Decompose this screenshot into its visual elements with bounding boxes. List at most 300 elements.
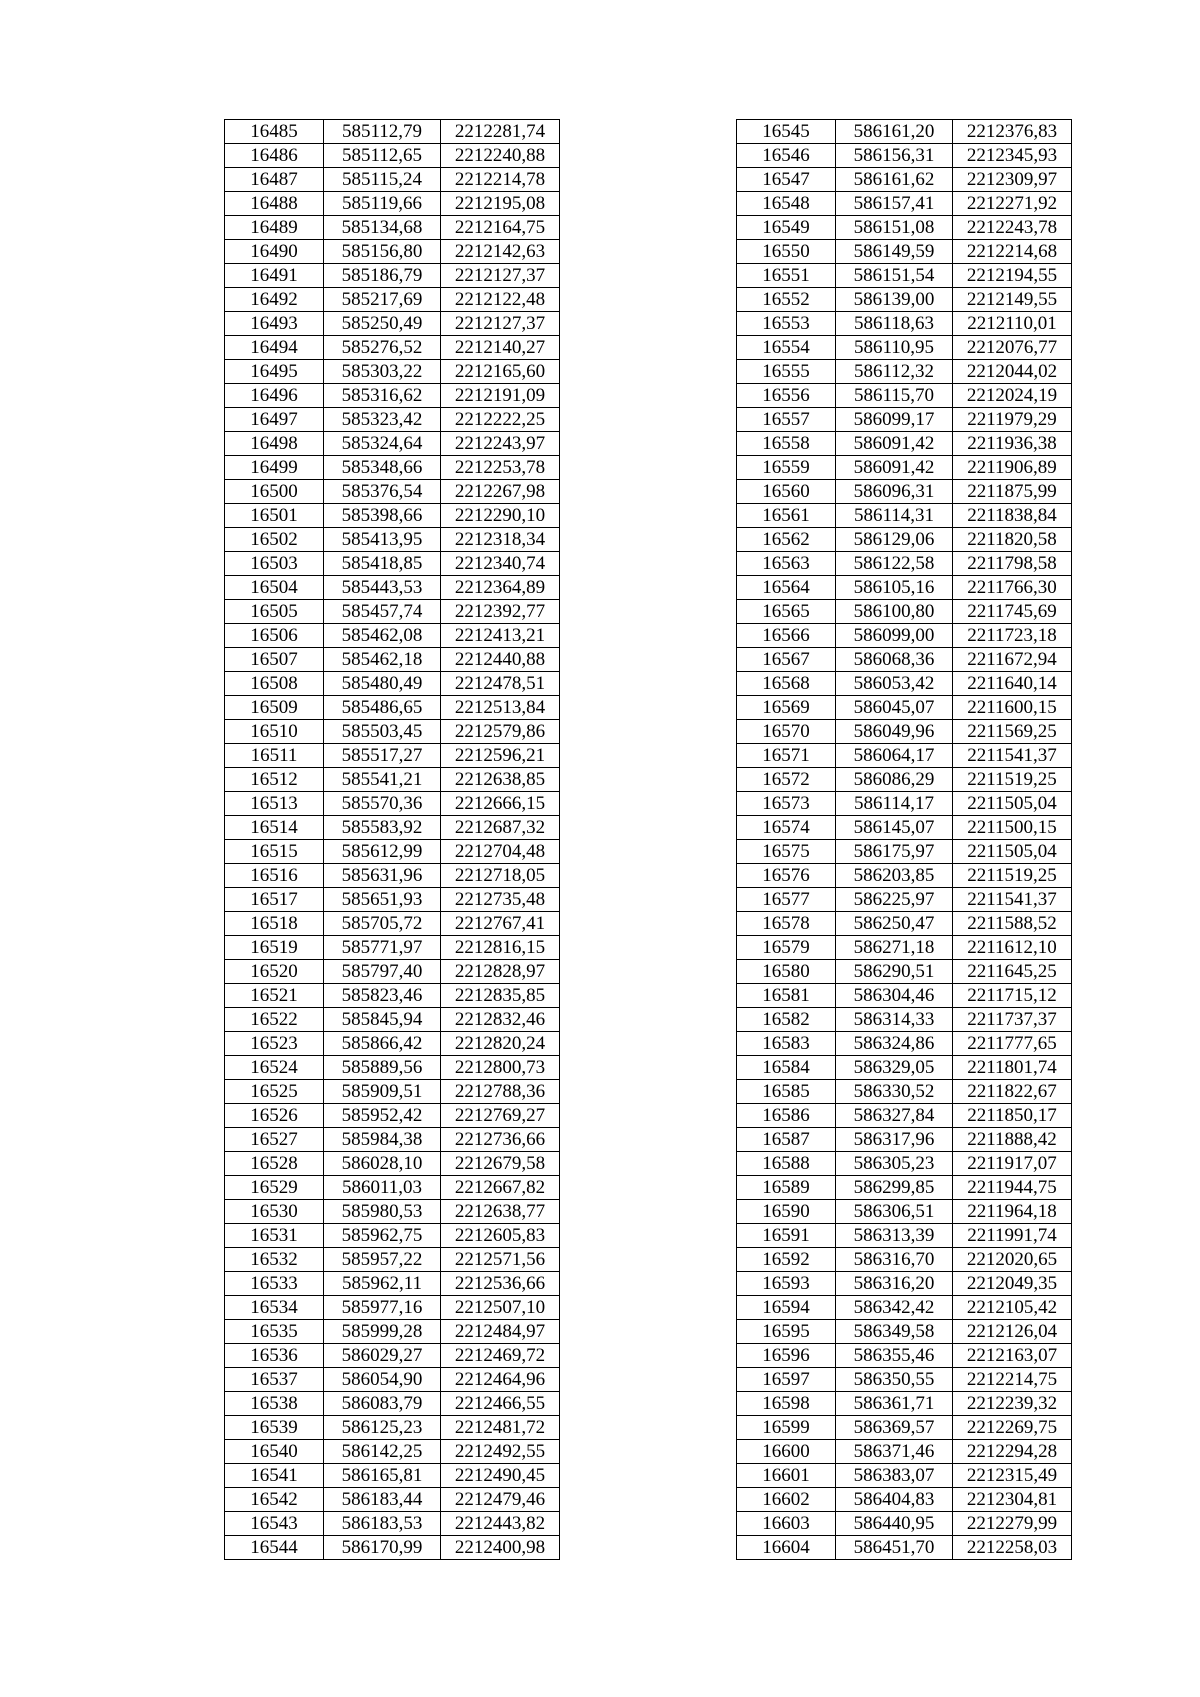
x-coordinate-cell: 585303,22: [324, 360, 441, 384]
point-number-cell: 16574: [737, 816, 836, 840]
table-row: [225, 552, 560, 576]
y-coordinate-cell: 2211944,75: [953, 1176, 1072, 1200]
table-row: [225, 624, 560, 648]
x-coordinate-cell: 586122,58: [836, 552, 953, 576]
point-number-cell: 16535: [225, 1320, 324, 1344]
y-coordinate-cell: 2212536,66: [441, 1272, 560, 1296]
table-row: [737, 432, 1072, 456]
y-coordinate-cell: 2212304,81: [953, 1488, 1072, 1512]
point-number-cell: 16511: [225, 744, 324, 768]
point-number-cell: 16588: [737, 1152, 836, 1176]
x-coordinate-cell: 586118,63: [836, 312, 953, 336]
y-coordinate-cell: 2212666,15: [441, 792, 560, 816]
table-row: [737, 192, 1072, 216]
table-row: [225, 432, 560, 456]
point-number-cell: 16493: [225, 312, 324, 336]
table-row: [737, 816, 1072, 840]
point-number-cell: 16529: [225, 1176, 324, 1200]
y-coordinate-cell: 2212788,36: [441, 1080, 560, 1104]
table-row: [225, 192, 560, 216]
table-row: [225, 600, 560, 624]
point-number-cell: 16579: [737, 936, 836, 960]
point-number-cell: 16517: [225, 888, 324, 912]
y-coordinate-cell: 2211850,17: [953, 1104, 1072, 1128]
point-number-cell: 16590: [737, 1200, 836, 1224]
x-coordinate-cell: 585909,51: [324, 1080, 441, 1104]
point-number-cell: 16550: [737, 240, 836, 264]
x-coordinate-cell: 585541,21: [324, 768, 441, 792]
y-coordinate-cell: 2212513,84: [441, 696, 560, 720]
table-row: [737, 1272, 1072, 1296]
y-coordinate-cell: 2211715,12: [953, 984, 1072, 1008]
y-coordinate-cell: 2212800,73: [441, 1056, 560, 1080]
point-number-cell: 16527: [225, 1128, 324, 1152]
point-number-cell: 16506: [225, 624, 324, 648]
table-row: [225, 384, 560, 408]
point-number-cell: 16532: [225, 1248, 324, 1272]
point-number-cell: 16554: [737, 336, 836, 360]
point-number-cell: 16540: [225, 1440, 324, 1464]
y-coordinate-cell: 2212579,86: [441, 720, 560, 744]
x-coordinate-cell: 586151,08: [836, 216, 953, 240]
x-coordinate-cell: 585112,79: [324, 120, 441, 144]
table-row: [225, 1224, 560, 1248]
table-row: [737, 1224, 1072, 1248]
y-coordinate-cell: 2211519,25: [953, 768, 1072, 792]
table-row: [737, 1392, 1072, 1416]
y-coordinate-cell: 2212243,78: [953, 216, 1072, 240]
y-coordinate-cell: 2211737,37: [953, 1008, 1072, 1032]
y-coordinate-cell: 2211822,67: [953, 1080, 1072, 1104]
y-coordinate-cell: 2211640,14: [953, 672, 1072, 696]
point-number-cell: 16602: [737, 1488, 836, 1512]
table-row: [737, 1464, 1072, 1488]
y-coordinate-cell: 2212049,35: [953, 1272, 1072, 1296]
point-number-cell: 16564: [737, 576, 836, 600]
table-row: [737, 1368, 1072, 1392]
x-coordinate-cell: 585771,97: [324, 936, 441, 960]
y-coordinate-cell: 2211612,10: [953, 936, 1072, 960]
y-coordinate-cell: 2212443,82: [441, 1512, 560, 1536]
y-coordinate-cell: 2212835,85: [441, 984, 560, 1008]
x-coordinate-cell: 585962,11: [324, 1272, 441, 1296]
point-number-cell: 16578: [737, 912, 836, 936]
point-number-cell: 16551: [737, 264, 836, 288]
table-row: [225, 1320, 560, 1344]
x-coordinate-cell: 585570,36: [324, 792, 441, 816]
x-coordinate-cell: 586100,80: [836, 600, 953, 624]
table-row: [225, 1368, 560, 1392]
point-number-cell: 16502: [225, 528, 324, 552]
point-number-cell: 16522: [225, 1008, 324, 1032]
y-coordinate-cell: 2211936,38: [953, 432, 1072, 456]
table-row: [225, 960, 560, 984]
table-row: [737, 648, 1072, 672]
y-coordinate-cell: 2212222,25: [441, 408, 560, 432]
table-row: [225, 840, 560, 864]
table-row: [225, 1128, 560, 1152]
point-number-cell: 16545: [737, 120, 836, 144]
x-coordinate-cell: 586099,17: [836, 408, 953, 432]
point-number-cell: 16552: [737, 288, 836, 312]
x-coordinate-cell: 585115,24: [324, 168, 441, 192]
point-number-cell: 16557: [737, 408, 836, 432]
point-number-cell: 16598: [737, 1392, 836, 1416]
point-number-cell: 16586: [737, 1104, 836, 1128]
y-coordinate-cell: 2211745,69: [953, 600, 1072, 624]
point-number-cell: 16504: [225, 576, 324, 600]
y-coordinate-cell: 2211906,89: [953, 456, 1072, 480]
x-coordinate-cell: 586125,23: [324, 1416, 441, 1440]
point-number-cell: 16539: [225, 1416, 324, 1440]
x-coordinate-cell: 586110,95: [836, 336, 953, 360]
table-row: [225, 1416, 560, 1440]
table-row: [225, 1032, 560, 1056]
x-coordinate-cell: 586091,42: [836, 456, 953, 480]
y-coordinate-cell: 2212364,89: [441, 576, 560, 600]
y-coordinate-cell: 2212258,03: [953, 1536, 1072, 1560]
table-row: [737, 1032, 1072, 1056]
point-number-cell: 16559: [737, 456, 836, 480]
table-row: [737, 912, 1072, 936]
table-row: [737, 1536, 1072, 1560]
point-number-cell: 16491: [225, 264, 324, 288]
point-number-cell: 16603: [737, 1512, 836, 1536]
table-row: [225, 480, 560, 504]
table-row: [737, 1488, 1072, 1512]
x-coordinate-cell: 586114,17: [836, 792, 953, 816]
y-coordinate-cell: 2212464,96: [441, 1368, 560, 1392]
x-coordinate-cell: 586161,20: [836, 120, 953, 144]
y-coordinate-cell: 2212076,77: [953, 336, 1072, 360]
x-coordinate-cell: 586313,39: [836, 1224, 953, 1248]
y-coordinate-cell: 2212126,04: [953, 1320, 1072, 1344]
point-number-cell: 16513: [225, 792, 324, 816]
point-number-cell: 16584: [737, 1056, 836, 1080]
table-row: [737, 792, 1072, 816]
y-coordinate-cell: 2212127,37: [441, 312, 560, 336]
table-row: [737, 600, 1072, 624]
table-row: [225, 936, 560, 960]
point-number-cell: 16593: [737, 1272, 836, 1296]
y-coordinate-cell: 2211723,18: [953, 624, 1072, 648]
point-number-cell: 16560: [737, 480, 836, 504]
table-row: [737, 168, 1072, 192]
table-row: [225, 120, 560, 144]
y-coordinate-cell: 2211979,29: [953, 408, 1072, 432]
table-row: [737, 336, 1072, 360]
x-coordinate-cell: 585486,65: [324, 696, 441, 720]
x-coordinate-cell: 585250,49: [324, 312, 441, 336]
point-number-cell: 16485: [225, 120, 324, 144]
table-body-left: [225, 120, 560, 1560]
x-coordinate-cell: 586029,27: [324, 1344, 441, 1368]
y-coordinate-cell: 2212214,78: [441, 168, 560, 192]
x-coordinate-cell: 586305,23: [836, 1152, 953, 1176]
point-number-cell: 16500: [225, 480, 324, 504]
table-row: [737, 408, 1072, 432]
table-row: [225, 456, 560, 480]
x-coordinate-cell: 586068,36: [836, 648, 953, 672]
point-number-cell: 16569: [737, 696, 836, 720]
point-number-cell: 16521: [225, 984, 324, 1008]
point-number-cell: 16496: [225, 384, 324, 408]
table-row: [225, 792, 560, 816]
point-number-cell: 16563: [737, 552, 836, 576]
x-coordinate-cell: 586329,05: [836, 1056, 953, 1080]
point-number-cell: 16548: [737, 192, 836, 216]
table-row: [737, 240, 1072, 264]
point-number-cell: 16596: [737, 1344, 836, 1368]
x-coordinate-cell: 586049,96: [836, 720, 953, 744]
y-coordinate-cell: 2211888,42: [953, 1128, 1072, 1152]
x-coordinate-cell: 586054,90: [324, 1368, 441, 1392]
table-row: [225, 1080, 560, 1104]
x-coordinate-cell: 586271,18: [836, 936, 953, 960]
table-row: [737, 696, 1072, 720]
x-coordinate-cell: 586091,42: [836, 432, 953, 456]
table-row: [225, 312, 560, 336]
x-coordinate-cell: 586053,42: [836, 672, 953, 696]
x-coordinate-cell: 586349,58: [836, 1320, 953, 1344]
y-coordinate-cell: 2212340,74: [441, 552, 560, 576]
x-coordinate-cell: 586157,41: [836, 192, 953, 216]
x-coordinate-cell: 586083,79: [324, 1392, 441, 1416]
y-coordinate-cell: 2212191,09: [441, 384, 560, 408]
point-number-cell: 16575: [737, 840, 836, 864]
x-coordinate-cell: 586317,96: [836, 1128, 953, 1152]
table-row: [737, 1344, 1072, 1368]
table-row: [737, 456, 1072, 480]
table-row: [737, 1320, 1072, 1344]
point-number-cell: 16528: [225, 1152, 324, 1176]
y-coordinate-cell: 2212294,28: [953, 1440, 1072, 1464]
x-coordinate-cell: 585316,62: [324, 384, 441, 408]
point-number-cell: 16556: [737, 384, 836, 408]
table-row: [225, 264, 560, 288]
table-row: [225, 1152, 560, 1176]
x-coordinate-cell: 585797,40: [324, 960, 441, 984]
table-row: [225, 984, 560, 1008]
table-row: [225, 168, 560, 192]
x-coordinate-cell: 585398,66: [324, 504, 441, 528]
y-coordinate-cell: 2211505,04: [953, 792, 1072, 816]
point-number-cell: 16585: [737, 1080, 836, 1104]
y-coordinate-cell: 2212596,21: [441, 744, 560, 768]
table-row: [225, 528, 560, 552]
y-coordinate-cell: 2212281,74: [441, 120, 560, 144]
y-coordinate-cell: 2212127,37: [441, 264, 560, 288]
y-coordinate-cell: 2212142,63: [441, 240, 560, 264]
x-coordinate-cell: 586170,99: [324, 1536, 441, 1560]
x-coordinate-cell: 586330,52: [836, 1080, 953, 1104]
y-coordinate-cell: 2212345,93: [953, 144, 1072, 168]
table-row: [225, 696, 560, 720]
x-coordinate-cell: 586371,46: [836, 1440, 953, 1464]
point-number-cell: 16498: [225, 432, 324, 456]
point-number-cell: 16518: [225, 912, 324, 936]
table-row: [737, 504, 1072, 528]
table-row: [737, 672, 1072, 696]
y-coordinate-cell: 2212769,27: [441, 1104, 560, 1128]
point-number-cell: 16600: [737, 1440, 836, 1464]
x-coordinate-cell: 585631,96: [324, 864, 441, 888]
point-number-cell: 16495: [225, 360, 324, 384]
y-coordinate-cell: 2212140,27: [441, 336, 560, 360]
table-row: [225, 360, 560, 384]
x-coordinate-cell: 585443,53: [324, 576, 441, 600]
x-coordinate-cell: 586203,85: [836, 864, 953, 888]
point-number-cell: 16573: [737, 792, 836, 816]
table-row: [225, 816, 560, 840]
point-number-cell: 16570: [737, 720, 836, 744]
table-row: [737, 1176, 1072, 1200]
point-number-cell: 16542: [225, 1488, 324, 1512]
x-coordinate-cell: 586290,51: [836, 960, 953, 984]
y-coordinate-cell: 2212413,21: [441, 624, 560, 648]
y-coordinate-cell: 2212240,88: [441, 144, 560, 168]
x-coordinate-cell: 585462,18: [324, 648, 441, 672]
y-coordinate-cell: 2212149,55: [953, 288, 1072, 312]
point-number-cell: 16580: [737, 960, 836, 984]
y-coordinate-cell: 2212195,08: [441, 192, 560, 216]
y-coordinate-cell: 2211875,99: [953, 480, 1072, 504]
x-coordinate-cell: 586306,51: [836, 1200, 953, 1224]
x-coordinate-cell: 586086,29: [836, 768, 953, 792]
table-row: [225, 1200, 560, 1224]
point-number-cell: 16490: [225, 240, 324, 264]
y-coordinate-cell: 2211519,25: [953, 864, 1072, 888]
y-coordinate-cell: 2212816,15: [441, 936, 560, 960]
x-coordinate-cell: 585612,99: [324, 840, 441, 864]
point-number-cell: 16510: [225, 720, 324, 744]
table-row: [225, 1056, 560, 1080]
x-coordinate-cell: 586183,53: [324, 1512, 441, 1536]
table-row: [225, 768, 560, 792]
x-coordinate-cell: 585999,28: [324, 1320, 441, 1344]
y-coordinate-cell: 2212105,42: [953, 1296, 1072, 1320]
point-number-cell: 16512: [225, 768, 324, 792]
point-number-cell: 16499: [225, 456, 324, 480]
x-coordinate-cell: 586327,84: [836, 1104, 953, 1128]
point-number-cell: 16558: [737, 432, 836, 456]
table-row: [225, 408, 560, 432]
table-row: [737, 312, 1072, 336]
point-number-cell: 16565: [737, 600, 836, 624]
x-coordinate-cell: 585503,45: [324, 720, 441, 744]
table-row: [737, 936, 1072, 960]
point-number-cell: 16520: [225, 960, 324, 984]
point-number-cell: 16604: [737, 1536, 836, 1560]
point-number-cell: 16541: [225, 1464, 324, 1488]
y-coordinate-cell: 2212479,46: [441, 1488, 560, 1512]
table-row: [737, 1200, 1072, 1224]
table-row: [225, 672, 560, 696]
table-row: [225, 1104, 560, 1128]
point-number-cell: 16515: [225, 840, 324, 864]
point-number-cell: 16546: [737, 144, 836, 168]
y-coordinate-cell: 2212400,98: [441, 1536, 560, 1560]
table-row: [225, 1008, 560, 1032]
table-row: [225, 648, 560, 672]
y-coordinate-cell: 2212020,65: [953, 1248, 1072, 1272]
y-coordinate-cell: 2212267,98: [441, 480, 560, 504]
point-number-cell: 16523: [225, 1032, 324, 1056]
x-coordinate-cell: 586156,31: [836, 144, 953, 168]
table-row: [737, 1056, 1072, 1080]
table-row: [225, 720, 560, 744]
y-coordinate-cell: 2212290,10: [441, 504, 560, 528]
y-coordinate-cell: 2212736,66: [441, 1128, 560, 1152]
table-row: [737, 120, 1072, 144]
y-coordinate-cell: 2211645,25: [953, 960, 1072, 984]
x-coordinate-cell: 585418,85: [324, 552, 441, 576]
y-coordinate-cell: 2212718,05: [441, 864, 560, 888]
y-coordinate-cell: 2212735,48: [441, 888, 560, 912]
y-coordinate-cell: 2212318,34: [441, 528, 560, 552]
x-coordinate-cell: 586099,00: [836, 624, 953, 648]
x-coordinate-cell: 586096,31: [836, 480, 953, 504]
point-number-cell: 16537: [225, 1368, 324, 1392]
y-coordinate-cell: 2211569,25: [953, 720, 1072, 744]
table-row: [737, 744, 1072, 768]
point-number-cell: 16547: [737, 168, 836, 192]
table-row: [225, 576, 560, 600]
y-coordinate-cell: 2212165,60: [441, 360, 560, 384]
point-number-cell: 16544: [225, 1536, 324, 1560]
table-row: [225, 744, 560, 768]
y-coordinate-cell: 2211917,07: [953, 1152, 1072, 1176]
table-row: [737, 552, 1072, 576]
x-coordinate-cell: 586064,17: [836, 744, 953, 768]
x-coordinate-cell: 586383,07: [836, 1464, 953, 1488]
x-coordinate-cell: 585980,53: [324, 1200, 441, 1224]
x-coordinate-cell: 585480,49: [324, 672, 441, 696]
table-row: [225, 288, 560, 312]
x-coordinate-cell: 585845,94: [324, 1008, 441, 1032]
x-coordinate-cell: 585462,08: [324, 624, 441, 648]
table-row: [737, 840, 1072, 864]
coordinates-table-right: [736, 119, 1072, 1560]
point-number-cell: 16589: [737, 1176, 836, 1200]
table-row: [225, 1488, 560, 1512]
x-coordinate-cell: 585823,46: [324, 984, 441, 1008]
x-coordinate-cell: 586316,70: [836, 1248, 953, 1272]
y-coordinate-cell: 2212820,24: [441, 1032, 560, 1056]
x-coordinate-cell: 585952,42: [324, 1104, 441, 1128]
table-row: [225, 1344, 560, 1368]
table-row: [225, 1272, 560, 1296]
table-row: [225, 1176, 560, 1200]
y-coordinate-cell: 2212466,55: [441, 1392, 560, 1416]
table-row: [225, 144, 560, 168]
y-coordinate-cell: 2211777,65: [953, 1032, 1072, 1056]
y-coordinate-cell: 2212279,99: [953, 1512, 1072, 1536]
point-number-cell: 16576: [737, 864, 836, 888]
table-row: [737, 144, 1072, 168]
x-coordinate-cell: 586115,70: [836, 384, 953, 408]
x-coordinate-cell: 585651,93: [324, 888, 441, 912]
y-coordinate-cell: 2211798,58: [953, 552, 1072, 576]
x-coordinate-cell: 586175,97: [836, 840, 953, 864]
x-coordinate-cell: 586225,97: [836, 888, 953, 912]
table-row: [225, 888, 560, 912]
table-row: [737, 1440, 1072, 1464]
y-coordinate-cell: 2212478,51: [441, 672, 560, 696]
y-coordinate-cell: 2212490,45: [441, 1464, 560, 1488]
point-number-cell: 16566: [737, 624, 836, 648]
table-row: [737, 1080, 1072, 1104]
